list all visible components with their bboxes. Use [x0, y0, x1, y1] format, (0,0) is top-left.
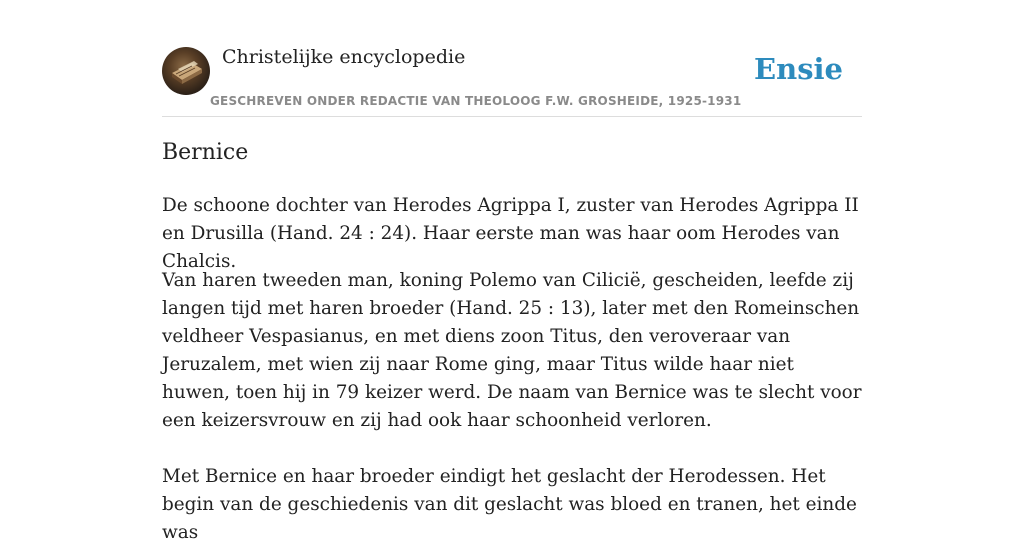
ensie-brand-logo[interactable]: Ensie	[754, 52, 843, 86]
site-subtitle: GESCHREVEN ONDER REDACTIE VAN THEOLOOG F.W. GROSHEIDE, 1925-1931	[210, 94, 742, 108]
article-paragraph: Met Bernice en haar broeder eindigt het geslacht der Herodessen. Het begin van de geschiedenis van dit geslacht was bloed en tranen, het einde was	[162, 466, 857, 543]
article-paragraph: Van haren tweeden man, koning Polemo van Cilicië, gescheiden, leefde zij langen tijd met haren broeder (Hand. 25 : 13), later met den Romeinschen veldheer Vespasianus, en met diens zoon Titus, den veroveraar van Jeruzalem, met wien zij naar Rome ging, maar Titus wilde haar niet huwen, toen hij in 79 keizer werd. De naam van Bernice was te slecht voor een keizersvrouw en zij had ook haar schoonheid verloren.	[162, 270, 862, 431]
encyclopedia-logo[interactable]	[162, 47, 210, 95]
page	[162, 0, 862, 543]
article-title: Bernice	[162, 140, 249, 165]
book-icon	[162, 47, 210, 95]
site-header	[162, 0, 862, 117]
site-title[interactable]: Christelijke encyclopedie	[222, 46, 466, 68]
article-paragraph: De schoone dochter van Herodes Agrippa I, zuster van Herodes Agrippa II en Drusilla (Hand. 24 : 24). Haar eerste man was haar oom Herodes van Chalcis.	[162, 195, 859, 272]
